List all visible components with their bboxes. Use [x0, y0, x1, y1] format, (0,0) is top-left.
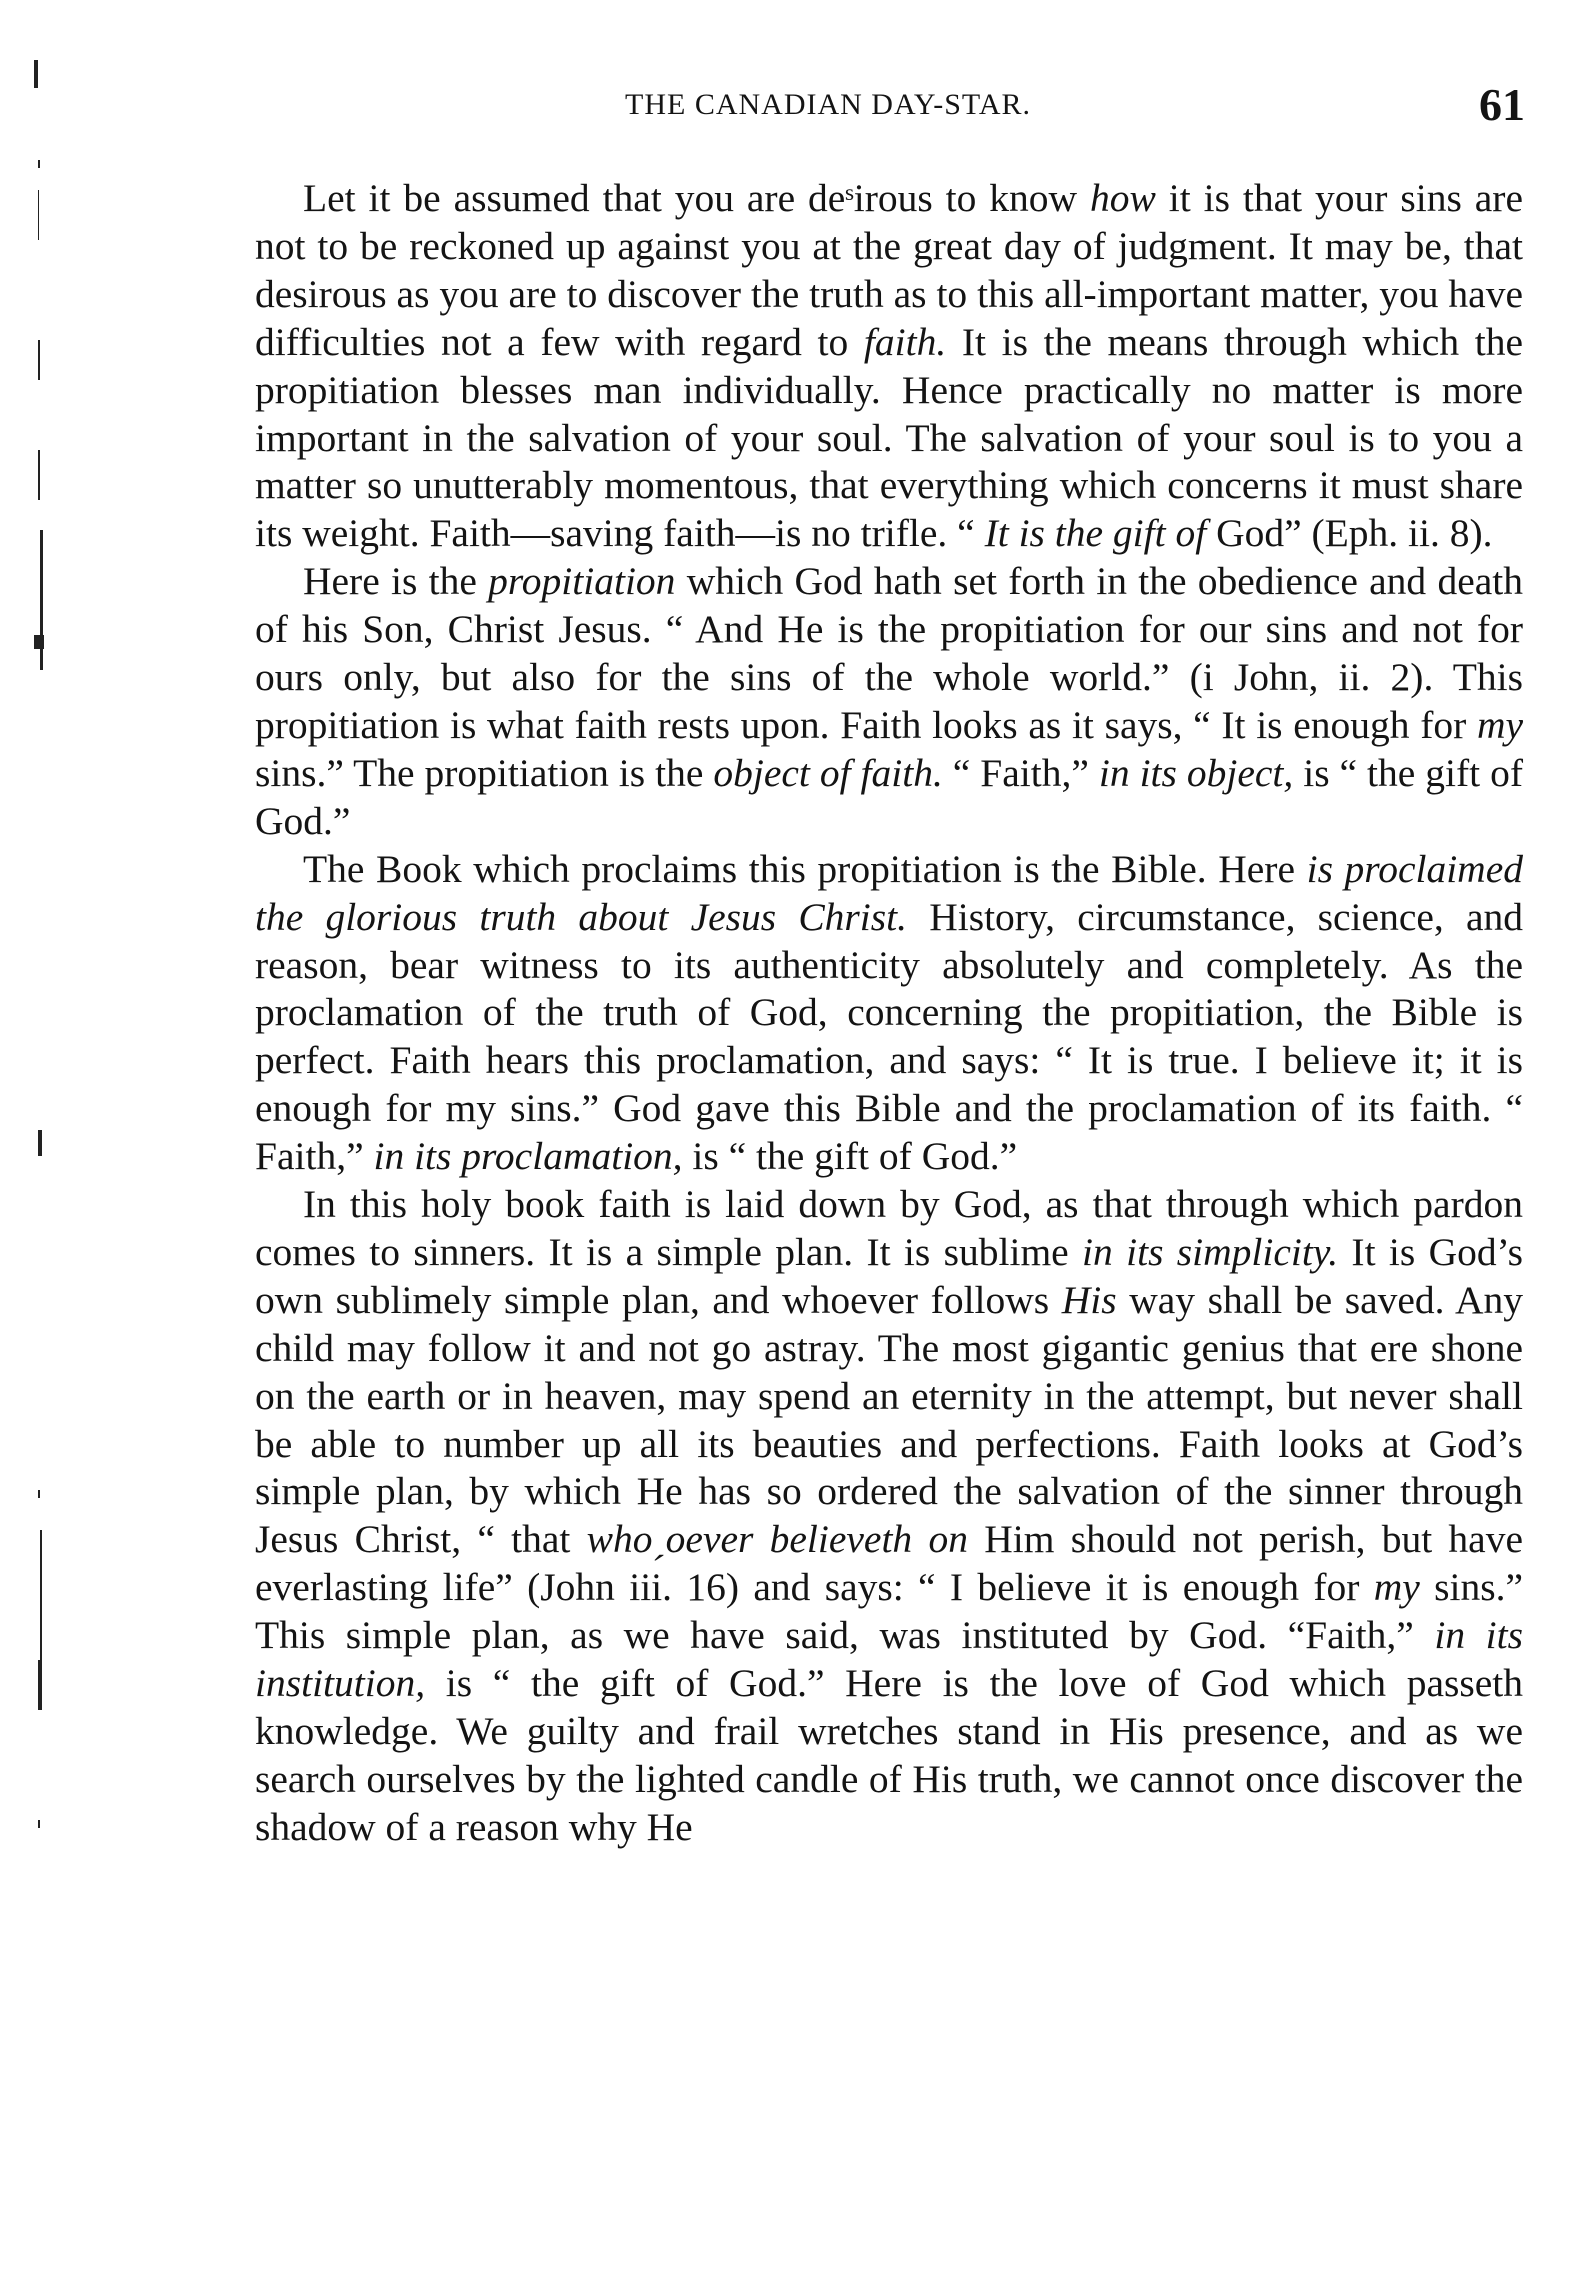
- text-run: It is the means through which the propitiation blesses man individually. Hence practically no matter is more important in the salvation of your soul. The salvation of your soul is to you a matter so unutterably momentous, that everything which concerns it must share its weight. Faith—saving faith—is no trifle. “: [255, 319, 1523, 556]
- binding-edge-marks: [30, 60, 70, 2160]
- italic-run: in its simplicity.: [1082, 1229, 1339, 1274]
- italic-run: object of faith.: [713, 750, 943, 795]
- italic-run: how: [1089, 176, 1156, 220]
- text-run: Let it be assumed that you are deˢirous to know: [303, 176, 1090, 220]
- italic-run: my: [1476, 702, 1523, 747]
- italic-run: whoˏoever believeth on: [586, 1517, 968, 1562]
- text-run: History, circumstance, science, and reason, bear witness to its authenticity absolutely and completely. As the proclamation of the truth of God, concerning the propitiation, the Bible is perfect. Faith hears this proclamation, and says: “ It is true. I believe it; it is enough for my sins.” God gave this Bible and the proclamation of its faith. “ Faith,”: [255, 894, 1523, 1179]
- page-header: [255, 79, 1525, 142]
- italic-run: His: [1061, 1277, 1117, 1322]
- text-run: sins.” The propitiation is the: [255, 750, 714, 795]
- text-run: The Book which proclaims this propitiation is the Bible. Here: [303, 846, 1307, 891]
- italic-run: faith.: [863, 319, 947, 364]
- paragraph: [255, 558, 1523, 845]
- text-run: sins.” This simple plan, as we have said, was instituted by God. “Faith,”: [255, 1565, 1524, 1658]
- text-run: Him should not perish, but have everlasting life” (John iii. 16) and says: “ I believe it is enough for: [255, 1517, 1523, 1610]
- body-text: [255, 175, 1523, 1852]
- italic-run: is proclaimed the glorious truth about Jesus Christ.: [255, 846, 1523, 939]
- italic-run: It is the gift of: [984, 511, 1207, 556]
- text-run: In this holy book faith is laid down by God, as that through which pardon comes to sinners. It is a simple plan. It is sublime: [255, 1182, 1523, 1274]
- italic-run: propitiation: [488, 559, 676, 604]
- italic-run: in its institution,: [255, 1613, 1523, 1706]
- text-run: God” (Eph. ii. 8).: [1206, 511, 1493, 556]
- text-run: is “ the gift of God.” Here is the love of God which passeth knowledge. We guilty and frail wretches stand in His presence, and as we search ourselves by the lighted candle of His truth, we cannot once discover the shadow of a reason why He: [255, 1661, 1523, 1849]
- paragraph: [255, 846, 1523, 1181]
- text-run: it is that your sins are not to be reckoned up against you at the great day of judgment. It may be, that desirous as you are to discover the truth as to this all-important matter, you have difficulties not a few with regard to: [255, 176, 1523, 364]
- italic-run: my: [1373, 1565, 1420, 1610]
- paragraph: [255, 175, 1523, 558]
- running-title: THE CANADIAN DAY-STAR.: [625, 88, 1031, 121]
- text-run: Here is the: [303, 559, 489, 604]
- text-run: is “ the gift of God.”: [255, 750, 1523, 843]
- italic-run: in its object,: [1098, 750, 1294, 795]
- text-run: “ Faith,”: [942, 750, 1099, 795]
- italic-run: in its proclamation,: [373, 1134, 683, 1179]
- text-run: which God hath set forth in the obedience and death of his Son, Christ Jesus. “ And He is the propitiation for our sins and not for ours only, but also for the sins of the whole world.” (i John, ii. 2). This propitiation is what faith rests upon. Faith looks as it says, “ It is enough for: [255, 559, 1523, 747]
- text-run: is “ the gift of God.”: [682, 1134, 1018, 1179]
- page-number: 61: [1479, 79, 1525, 130]
- text-run: way shall be saved. Any child may follow it and not go astray. The most gigantic genius that ere shone on the earth or in heaven, may spend an eternity in the attempt, but never shall be able to number up all its beauties and perfections. Faith looks at God’s simple plan, by which He has so ordered the salvation of the sinner through Jesus Christ, “ that: [255, 1277, 1523, 1562]
- text-run: It is God’s own sublimely simple plan, and whoever follows: [255, 1229, 1523, 1322]
- paragraph: [255, 1181, 1523, 1852]
